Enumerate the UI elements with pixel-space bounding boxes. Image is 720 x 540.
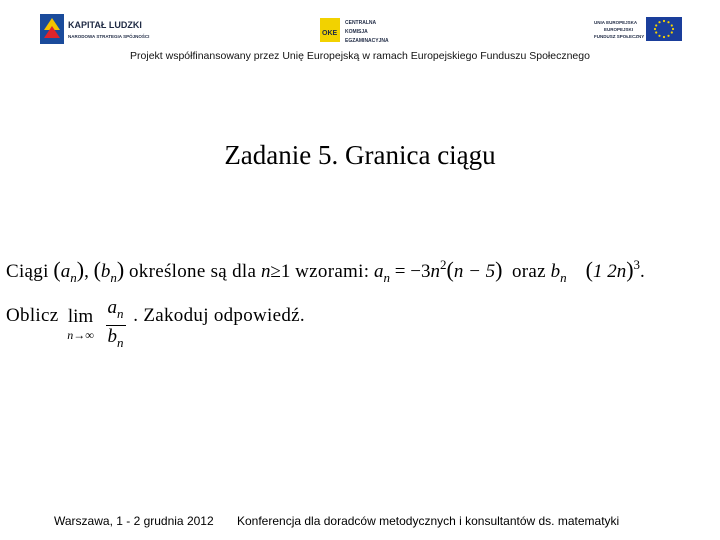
- formula-a-var: n: [430, 261, 440, 282]
- formula-a-exp: 2: [439, 257, 447, 272]
- problem-line-1: Ciągi $(a_n)$, $(b_n)$ określone są dla n≥1 wzorami: $a_n = -3n^2(n - 5)$ oraz $b_n$ (1 2n)$^3$.: [6, 257, 645, 285]
- eu-logo: [592, 12, 684, 46]
- cke-line1: CENTRALNA: [345, 20, 377, 26]
- seq-b-sub: n: [110, 270, 117, 285]
- formula-b-lhs: b: [550, 261, 561, 282]
- eu-line1: UNIA EUROPEJSKA: [594, 20, 638, 25]
- seq-b: b: [100, 261, 111, 282]
- formula-a-sub: n: [383, 270, 391, 285]
- formula-a-lhs: a: [374, 261, 384, 282]
- frac-den: b: [107, 326, 118, 347]
- word-and: oraz: [511, 261, 546, 282]
- word-encode: . Zakoduj odpowiedź.: [133, 305, 305, 326]
- frac-den-sub: n: [117, 335, 124, 350]
- footer: [0, 514, 720, 532]
- cke-line3: EGZAMINACYJNA: [345, 38, 389, 44]
- eu-line3: FUNDUSZ SPOŁECZNY: [594, 34, 645, 39]
- cke-logo: [318, 14, 400, 48]
- formula-a-coef: = −3: [394, 261, 431, 282]
- word-ciagi: Ciągi: [6, 261, 49, 282]
- kapital-ludzki-logo: [38, 12, 158, 46]
- formula-b-sub: n: [560, 270, 567, 285]
- formula-b-paren: 1 2n: [592, 261, 627, 282]
- word-defined: określone są dla: [128, 261, 257, 282]
- seq-a-sub: n: [70, 270, 77, 285]
- footer-location-date: Warszawa, 1 - 2 grudnia 2012: [54, 514, 214, 528]
- kapital-ludzki-text: KAPITAŁ LUDZKI: [68, 20, 142, 30]
- frac-num: a: [107, 297, 118, 318]
- formula-b-exp: 3: [633, 257, 641, 272]
- oke-mark: OKE: [322, 30, 338, 37]
- cond-n: n: [260, 261, 271, 282]
- seq-a: a: [60, 261, 71, 282]
- eu-line2: EUROPEJSKI: [604, 27, 634, 32]
- frac-num-sub: n: [117, 306, 124, 321]
- page-title: Zadanie 5. Granica ciągu: [224, 140, 496, 170]
- logo-row: [0, 8, 720, 48]
- limit-fraction: [106, 297, 126, 354]
- kapital-ludzki-subtext: NARODOWA STRATEGIA SPÓJNOŚCI: [68, 34, 150, 39]
- lim-word: lim: [67, 306, 94, 327]
- problem-line-2: [6, 297, 305, 354]
- word-formulas: wzorami:: [295, 261, 370, 282]
- funding-note: Projekt współfinansowany przez Unię Europejską w ramach Europejskiego Funduszu Społecznego: [130, 50, 590, 62]
- formula-a-paren: n − 5: [453, 261, 496, 282]
- lim-sub: n→∞: [67, 328, 94, 342]
- word-compute: Oblicz: [6, 305, 59, 326]
- footer-conference: Konferencja dla doradców metodycznych i konsultantów ds. matematyki: [237, 514, 620, 528]
- cke-line2: KOMISJA: [345, 29, 368, 35]
- cond-val: 1: [280, 261, 291, 282]
- cond-op: ≥: [270, 261, 281, 282]
- limit-operator: [67, 297, 94, 341]
